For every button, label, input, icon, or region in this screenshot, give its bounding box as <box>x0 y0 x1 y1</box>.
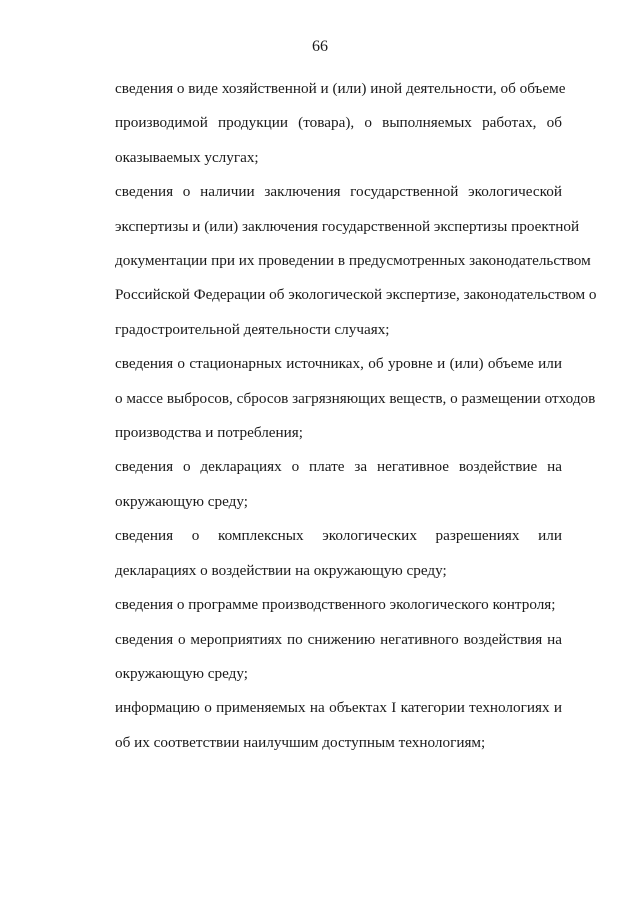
paragraph-economic-activity <box>79 72 566 175</box>
paragraph-line: окружающую среду; <box>115 492 248 510</box>
paragraph-line: сведения о мероприятиях по снижению негативного воздействия на <box>115 630 562 648</box>
paragraph-line: оказываемых услугах; <box>115 148 259 166</box>
paragraph-line: сведения о комплексных экологических разрешениях или <box>115 527 562 545</box>
paragraph-line: информацию о применяемых на объектах I категории технологиях и <box>115 699 562 717</box>
paragraph-line: сведения о декларациях о плате за негативное воздействие на <box>115 458 562 476</box>
paragraph-line: об их соответствии наилучшим доступным технологиям; <box>115 733 486 751</box>
paragraph-line: окружающую среду; <box>115 664 248 682</box>
paragraph-control-program <box>79 588 562 622</box>
paragraph-expertise <box>79 175 597 347</box>
paragraph-line: производимой продукции (товара), о выполняемых работах, об <box>115 114 562 132</box>
paragraph-line: документации при их проведении в предусмотренных законодательством <box>115 252 591 270</box>
paragraph-line: градостроительной деятельности случаях; <box>115 320 390 338</box>
document-body <box>79 72 597 760</box>
paragraph-line: сведения о стационарных источниках, об уровне и (или) объеме или <box>115 355 562 373</box>
page-number: 66 <box>312 38 328 55</box>
paragraph-line: сведения о виде хозяйственной и (или) иной деятельности, об объеме <box>115 80 566 97</box>
paragraph-fee-declarations <box>79 450 562 519</box>
paragraph-line: экспертизы и (или) заключения государственной экспертизы проектной <box>115 217 580 235</box>
paragraph-line: сведения о наличии заключения государственной экологической <box>115 183 562 201</box>
paragraph-complex-permits <box>79 519 562 588</box>
paragraph-line: о массе выбросов, сбросов загрязняющих веществ, о размещении отходов <box>115 389 596 407</box>
paragraph-stationary-sources <box>79 347 596 450</box>
paragraph-line: производства и потребления; <box>115 424 304 442</box>
paragraph-line: декларациях о воздействии на окружающую среду; <box>115 561 447 579</box>
paragraph-reduction-measures <box>79 623 562 692</box>
paragraph-best-technologies <box>79 691 562 760</box>
paragraph-line: сведения о программе производственного экологического контроля; <box>115 596 556 614</box>
paragraph-line: Российской Федерации об экологической экспертизе, законодательством о <box>115 286 597 304</box>
